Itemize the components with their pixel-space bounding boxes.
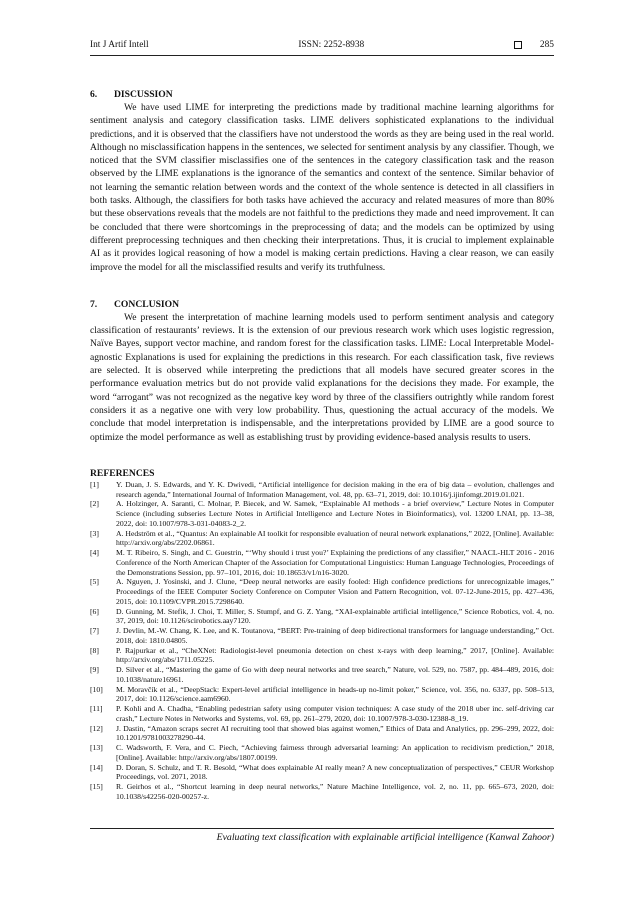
reference-item: [90, 763, 554, 783]
reference-number: [7]: [90, 626, 99, 636]
reference-number: [15]: [90, 782, 103, 792]
discussion-paragraph: We have used LIME for interpreting the predictions made by traditional machine learning algorithms for sentiment analysis and category classification tasks. LIME delivers sophisticated explanations to the individual predictions, and it is observed that the classifiers have not understood the words as they are being used in the real world. Although no misclassification happens in the sentences, we selected for sentiment analysis by any classifier. Though, we noticed that the SVM classifier misclassifies one of the sentences in the category classification task and the reason observed by the LIME explanations is the ignorance of the semantics and context of the sentence. Similar behavior of not learning the semantic relation between words and the context of the whole sentence is detected in all classifiers in both tasks. Although, the classifiers for both tasks have achieved the accuracy and related measures of more than 80% but these observations reveals that the models are not faithful to the predictions they made and need improvement. It can be concluded that there were shortcomings in the preprocessing of data; and the models can be optimized by using different preprocessing techniques and then checking their interpretations. Thus, it is crucial to implement explainable AI as it provides logical reasoning of how a model is making certain predictions. Having a clear reason, we can easily improve the model for all the misclassified results and verify its truthfulness.: [90, 102, 554, 273]
reference-text: P. Kohli and A. Chadha, “Enabling pedestrian safety using computer vision techniques: A case study of the 2018 uber inc. self-driving car crash,” Lecture Notes in Networks and Systems, vol. 69, pp. 261–279, 2020, doi: 10.1007/978-3-030-12388-8_19.: [116, 704, 554, 723]
reference-text: P. Rajpurkar et al., “CheXNet: Radiologist-level pneumonia detection on chest x-rays with deep learning,” 2017, [Online]. Available: http://arxiv.org/abs/1711.05225.: [116, 645, 554, 665]
reference-number: [13]: [90, 743, 103, 753]
reference-text: D. Doran, S. Schulz, and T. R. Besold, “What does explainable AI really mean? A new conceptualization of perspectives,” CEUR Workshop Proceedings, vol. 2071, 2018.: [116, 762, 554, 782]
reference-text: A. Holzinger, A. Saranti, C. Molnar, P. Biecek, and W. Samek, “Explainable AI methods - a brief overview,” Lecture Notes in Computer Science (including subseries Lecture Notes in Artificial Intelligence and Lecture Notes in Bioinformatics), vol. 13200 LNAI, pp. 13–38, 2022, doi: 10.1007/978-3-031-04083-2_2.: [116, 499, 554, 528]
reference-item: [90, 577, 554, 606]
reference-number: [2]: [90, 499, 99, 509]
reference-number: [1]: [90, 479, 99, 489]
reference-item: [90, 685, 554, 705]
references-heading: REFERENCES: [90, 467, 155, 479]
reference-item: [90, 499, 554, 528]
reference-item: [90, 548, 554, 577]
section-title: DISCUSSION: [114, 89, 173, 100]
reference-item: [90, 607, 554, 627]
reference-number: [10]: [90, 684, 103, 694]
reference-text: M. Moravčík et al., “DeepStack: Expert-level artificial intelligence in heads-up no-limit poker,” Science, vol. 356, no. 6337, pp. 508–513, 2017, doi: 10.1126/science.aam6960.: [116, 684, 554, 704]
reference-number: [8]: [90, 645, 99, 655]
reference-number: [4]: [90, 548, 99, 558]
reference-list: [90, 480, 554, 802]
reference-text: J. Devlin, M.-W. Chang, K. Lee, and K. Toutanova, “BERT: Pre-training of deep bidirectional transformers for language understanding,” Oct. 2018, doi: 1810.04805.: [116, 626, 554, 645]
reference-item: [90, 782, 554, 802]
running-footer: Evaluating text classification with explainable artificial intelligence (Kanwal Zahoor): [216, 832, 554, 843]
reference-text: C. Wadsworth, F. Vera, and C. Piech, “Achieving fairness through adversarial learning: An application to recidivism prediction,” 2018, [Online]. Available: http://arxiv.org/abs/1807.00199.: [116, 743, 554, 762]
section-heading-conclusion: [90, 298, 554, 311]
reference-item: [90, 529, 554, 549]
conclusion-paragraph: We present the interpretation of machine learning models used to perform sentiment analysis and category classification of restaurants’ reviews. It is the extension of our previous research work which uses logistic regression, Naïve Bayes, support vector machine, and random forest for the classification tasks. LIME: Local Interpretable Model-agnostic Explanations is used for explaining the predictions in this research. For each classification task, five reviews are selected. It is observed while interpreting the predictions that all models have secured greater scores in the performance evaluation metrics but do not provide valid explanations for the decisions they made. For example, the word “arrogant” was not recognized as the negative key word by three of the classifiers outrightly while random forest considers it as a negative one with very low probability. Thus, questioning the actual accuracy of the models. We conclude that model interpretation is indispensable, and the interpretations provided by LIME are a good source to optimize the model performance as well as establishing trust by providing evidence-based analysis results to users.: [90, 311, 554, 443]
reference-number: [14]: [90, 762, 103, 772]
reference-text: R. Geirhos et al., “Shortcut learning in deep neural networks,” Nature Machine Intelligence, vol. 2, no. 11, pp. 665–673, 2020, doi: 10.1038/s42256-020-00257-z.: [116, 782, 554, 801]
square-icon: [514, 41, 522, 49]
main-content: [90, 60, 554, 802]
reference-number: [11]: [90, 704, 103, 714]
reference-number: [5]: [90, 577, 99, 587]
section-title: CONCLUSION: [114, 298, 180, 310]
header-right: [514, 40, 554, 50]
reference-number: [3]: [90, 528, 99, 538]
journal-name: Int J Artif Intell: [90, 40, 149, 50]
reference-item: [90, 626, 554, 646]
section-number: 7.: [90, 298, 98, 310]
issn: ISSN: 2252-8938: [298, 40, 365, 50]
reference-text: D. Gunning, M. Stefik, J. Choi, T. Miller, S. Stumpf, and G. Z. Yang, “XAI-explainable artificial intelligence,” Science Robotics, vol. 4, no. 37, 2019, doi: 10.1126/scirobotics.aay7120.: [116, 606, 554, 626]
reference-item: [90, 704, 554, 724]
reference-item: [90, 646, 554, 666]
reference-item: [90, 743, 554, 763]
reference-text: D. Silver et al., “Mastering the game of Go with deep neural networks and tree search,” Nature, vol. 529, no. 7587, pp. 484–489, 2016, doi: 10.1038/nature16961.: [116, 665, 554, 684]
section-number: 6.: [90, 89, 98, 100]
page-header: [90, 38, 554, 52]
reference-number: [6]: [90, 606, 99, 616]
reference-item: [90, 724, 554, 744]
header-rule: [90, 55, 554, 56]
reference-text: A. Nguyen, J. Yosinski, and J. Clune, “Deep neural networks are easily fooled: High confidence predictions for unrecognizable images,” Proceedings of the IEEE Computer Society Conference on Computer Vision and Pattern Recognition, vol. 07-12-June-2015, pp. 427–436, 2015, doi: 10.1109/CVPR.2015.7298640.: [116, 577, 554, 606]
reference-item: [90, 665, 554, 685]
page-number: 285: [539, 40, 554, 50]
reference-text: M. T. Ribeiro, S. Singh, and C. Guestrin, “‘Why should i trust you?’ Explaining the predictions of any classifier,” NAACL-HLT 2016 - 2016 Conference of the North American Chapter of the Association for Computational Linguistics: Human Language Technologies, Proceedings of the Demonstrations Session, pp. 97–101, 2016, doi: 10.18653/v1/n16-3020.: [116, 548, 554, 577]
reference-text: A. Hedström et al., “Quantus: An explainable AI toolkit for responsible evaluation of neural network explanations,” 2022, [Online]. Available: http://arxiv.org/abs/2202.06861.: [116, 528, 554, 548]
reference-number: [12]: [90, 723, 103, 733]
reference-item: [90, 480, 554, 500]
reference-number: [9]: [90, 665, 99, 675]
reference-text: Y. Duan, J. S. Edwards, and Y. K. Dwivedi, “Artificial intelligence for decision making in the era of big data – evolution, challenges and research agenda,” International Journal of Information Management, vol. 48, pp. 63–71, 2019, doi: 10.1016/j.ijinfomgt.2019.01.021.: [116, 479, 554, 499]
reference-text: J. Dastin, “Amazon scraps secret AI recruiting tool that showed bias against women,” Ethics of Data and Analytics, pp. 296–299, 2022, doi: 10.1201/9781003278290-44.: [116, 723, 554, 743]
footer-rule: [90, 828, 554, 829]
section-heading-discussion: [90, 88, 554, 101]
